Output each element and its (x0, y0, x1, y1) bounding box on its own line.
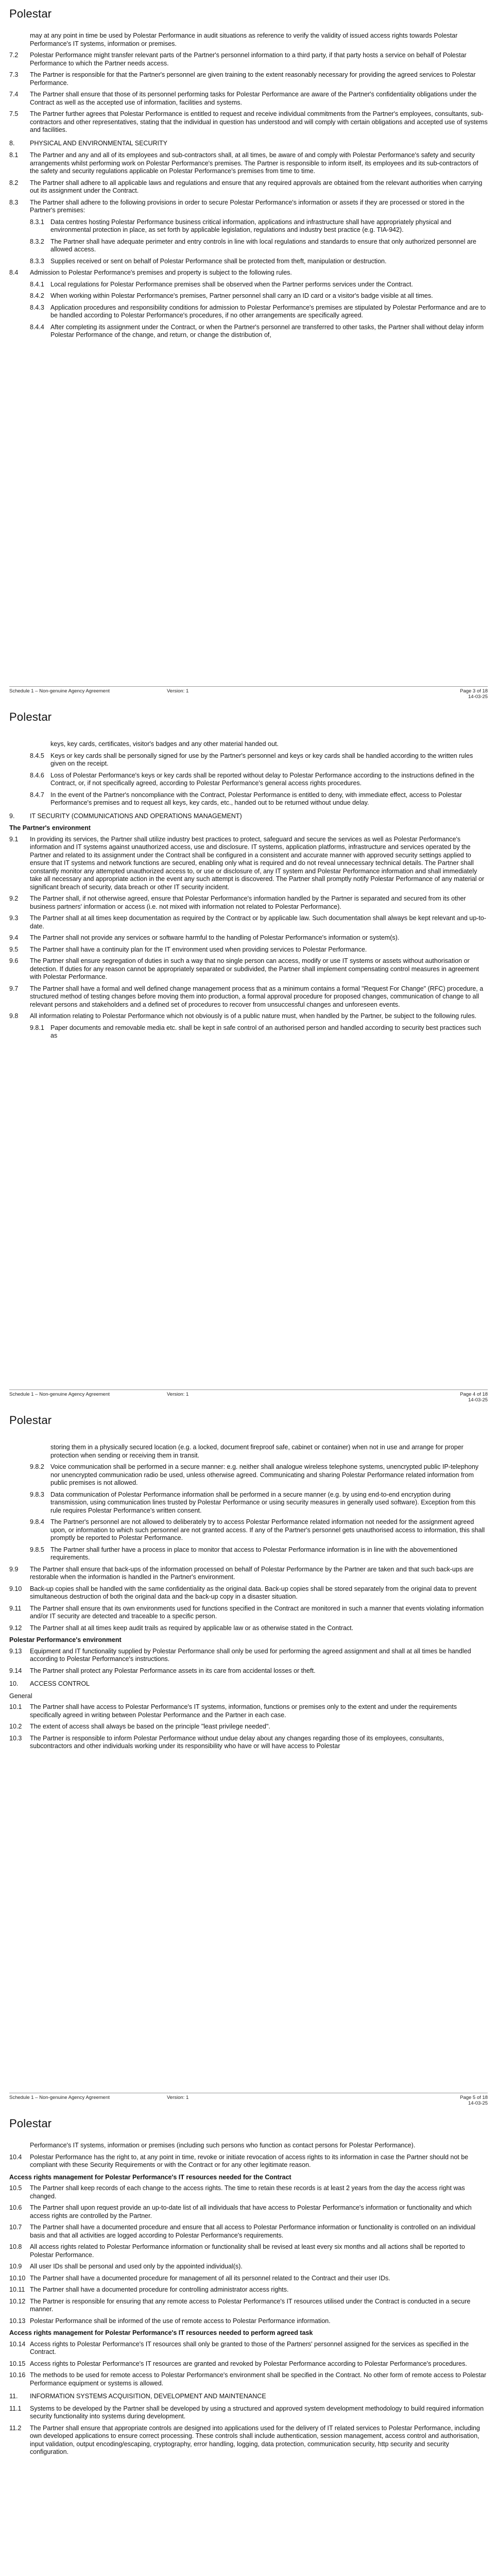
polestar-logo: Polestar (9, 710, 52, 723)
clause (9, 946, 488, 954)
clause-text: The Partner shall have a documented procedure for management of all its personnel related to the Contract and their user IDs. (30, 2274, 390, 2282)
sub-clause-number: 8.4.3 (30, 303, 44, 311)
clause-number: 10.5 (9, 2184, 22, 2192)
clause (9, 1605, 488, 1621)
page-footer (9, 1389, 488, 1401)
polestar-logo: Polestar (9, 2117, 52, 2130)
sub-clause (30, 218, 488, 234)
sub-clause-text: The Partner's personnel are not allowed to deliberately try to access Polestar Performance related information not needed for the assignment agreed upon, or information to which such personnel are not granted access. If any of the Partner's personnel gets unauthorised access to information, this shall promptly be reported to Polestar Performance. (50, 1518, 485, 1541)
subsection-label: General (9, 1692, 32, 1700)
clause-number: 11.1 (9, 2404, 22, 2412)
sub-clause-text: Data centres hosting Polestar Performance business critical information, applications and infrastructure shall have appropriately physical and environmental protection in place, as set forth by applicable legislation, regulations and industry best practice (e.g. TIA-942). (50, 218, 452, 233)
sub-clause (30, 1463, 488, 1487)
clause-text: All information relating to Polestar Performance which not obviously is of a public nature must, when handled by the Partner, be subject to the following rules. (30, 1012, 477, 1020)
clause-text: The Partner shall upon request provide an up-to-date list of all individuals that have access to Polestar Performance's information or functionality and which access rights are controlled by the Partner. (30, 2204, 472, 2219)
sub-clause (30, 1491, 488, 1515)
footer-date: 14-03-25 (468, 1397, 488, 1403)
clause-text: The Partner shall at all times keep documentation as required by the Contract or by applicable law. Such documentation shall always be kept relevant and up-to-date. (30, 914, 486, 930)
clause-text: Access rights to Polestar Performance's IT resources shall only be granted to those of the Partners' personnel assigned for the services as specified in the Contract. (30, 2340, 469, 2355)
sub-clause-text: Keys or key cards shall be personally signed for use by the Partner's personnel and keys or key cards shall be handled according to the written rules given on the receipt. (50, 752, 473, 767)
sub-clause-text: Paper documents and removable media etc. shall be kept in safe control of an authorised person and handled according to security best practices such as (50, 1024, 481, 1039)
clause-number: 9.2 (9, 895, 19, 902)
page-content (9, 32, 488, 343)
sub-clause-number: 8.3.1 (30, 218, 44, 226)
clause-number: 7.5 (9, 110, 19, 117)
clause-text: All user IDs shall be personal and used only by the appointed individual(s). (30, 2263, 243, 2270)
polestar-logo: Polestar (9, 1414, 52, 1427)
clause (9, 2263, 488, 2271)
clause-text: PHYSICAL AND ENVIRONMENTAL SECURITY (30, 139, 167, 147)
clause-text: The Partner shall protect any Polestar Performance assets in its care from accidental losses or theft. (30, 1667, 316, 1674)
clause-number: 8.1 (9, 151, 19, 159)
clause (9, 985, 488, 1009)
clause (9, 895, 488, 911)
clause-text: The Partner is responsible for ensuring that any remote access to Polestar Performance's IT resources utilised under the Contract is conducted in a secure manner. (30, 2297, 471, 2313)
section-heading (9, 1680, 488, 1688)
footer-page-label: Page 5 of 18 (460, 2095, 488, 2100)
sub-clause (30, 304, 488, 320)
subsection-heading: The Partner's environment (9, 824, 91, 832)
sub-clause (30, 1518, 488, 1543)
clause-text: The extent of access shall always be based on the principle "least privilege needed". (30, 1723, 270, 1730)
clause (9, 71, 488, 87)
clause (9, 110, 488, 134)
clause (9, 2286, 488, 2294)
clause-text: IT SECURITY (COMMUNICATIONS AND OPERATIONS MANAGEMENT) (30, 812, 242, 820)
sub-clause-text: After completing its assignment under the Contract, or when the Partner's personnel are transferred to other tasks, the Partner shall without delay inform Polestar Performance of the change, and return, or change the distribution of, (50, 323, 484, 338)
page-footer (9, 686, 488, 698)
clause (9, 52, 488, 67)
sub-clause-text: In the event of the Partner's noncompliance with the Contract, Polestar Performance is entitled to deny, with immediate effect, access to Polestar Performance's premises and to request all keys, key cards, etc., handed out to be returned without undue delay. (50, 791, 462, 806)
sub-clause-text: Voice communication shall be performed in a secure manner: e.g. neither shall analogue wireless telephone systems, unencrypted public IP-telephony nor unencrypted communication radio be used, unless otherwise agreed. Communicating and sharing Polestar Performance related information from public premises is not allowed. (50, 1463, 479, 1486)
clause-number: 10.16 (9, 2371, 26, 2379)
clause-text: The Partner shall have access to Polestar Performance's IT systems, information, functions or premises only to the extent and under the requirements specifically agreed in writing between Polestar Performance and the Partner in each case. (30, 1703, 457, 1719)
clause-text: The Partner shall ensure that those of its personnel performing tasks for Polestar Performance are aware of the Partner's confidentiality obligations under the Contract as well as the accepted use of information, facilities and systems. (30, 91, 477, 106)
footer-title: Schedule 1 – Non-genuine Agency Agreement (9, 1392, 110, 1397)
sub-clause-number: 9.8.2 (30, 1463, 44, 1470)
clause-number: 7.2 (9, 52, 19, 59)
clause (9, 1566, 488, 1582)
clause-number: 9.3 (9, 914, 19, 922)
polestar-logo: Polestar (9, 7, 52, 20)
sub-clause (30, 258, 488, 266)
clause-number: 10.9 (9, 2263, 22, 2270)
clause-text: The Partner shall have a documented procedure and ensure that all access to Polestar Performance information or functionality is controlled on an individual basis and that all activities are logged according to Polestar Performance's requirements. (30, 2224, 476, 2239)
section-heading (9, 2393, 488, 2401)
footer-version: Version: 1 (167, 688, 189, 694)
clause (9, 1723, 488, 1731)
sub-clause (30, 238, 488, 254)
clause-number: 7.3 (9, 71, 19, 78)
clause-text: Polestar Performance shall be informed of the use of remote access to Polestar Performance information. (30, 2317, 331, 2325)
sub-clause-text: Loss of Polestar Performance's keys or key cards shall be reported without delay to Polestar Performance according to the instructions defined in the Contract, or, if not specifically agreed, according to Polestar Performance's general access rights procedures. (50, 771, 474, 787)
clause-number: 9.10 (9, 1585, 22, 1592)
sub-clause-number: 8.4.5 (30, 752, 44, 759)
clause (9, 2154, 488, 2170)
page-content (9, 1444, 488, 1754)
clause (9, 2243, 488, 2259)
subsection-heading: Polestar Performance's environment (9, 1636, 122, 1643)
clause-number: 10.4 (9, 2153, 22, 2161)
clause-text: ACCESS CONTROL (30, 1680, 90, 1687)
sub-clause-number: 8.4.6 (30, 771, 44, 779)
clause-text: The Partner further agrees that Polestar Performance is entitled to request and receive individual commitments from the Partner's employees, consultants, sub-contractors and other representatives, stating that the individual in question has understood and will comply with certain obligations and accepted use of systems and facilities. (30, 110, 488, 133)
sub-clause-number: 9.8.5 (30, 1546, 44, 1553)
footer-date: 14-03-25 (468, 694, 488, 700)
sub-clause-text: When working within Polestar Performance's premises, Partner personnel shall carry an ID card or a visitor's badge visible at all times. (50, 292, 433, 299)
sub-clause-text: The Partner shall further have a process in place to monitor that access to Polestar Performance information is in line with the abovementioned requirements. (50, 1546, 457, 1561)
clause (9, 1703, 488, 1719)
clause-text: The methods to be used for remote access to Polestar Performance's environment shall be specified in the Contract. No other form of remote access to Polestar Performance equipment or systems is allowed. (30, 2371, 487, 2387)
clause-number: 9. (9, 812, 15, 820)
clause-number: 10.15 (9, 2360, 26, 2367)
clause-number: 10.10 (9, 2274, 26, 2282)
clause-text: Systems to be developed by the Partner shall be developed by using a structured and approved system development methodology to build required information security functionality into systems during development. (30, 2404, 484, 2420)
clause-number: 10.12 (9, 2297, 26, 2305)
footer-version: Version: 1 (167, 1392, 189, 1397)
clause-number: 9.4 (9, 934, 19, 941)
clause (9, 2360, 488, 2368)
clause (9, 1648, 488, 1664)
sub-clause-continuation: keys, key cards, certificates, visitor's badges and any other material handed out. (50, 740, 279, 748)
clause (9, 1667, 488, 1675)
document-page (0, 1406, 497, 2110)
clause-text: The Partner shall not provide any services or software harmful to the handling of Polestar Performance's information or system(s). (30, 934, 400, 941)
clause-text: In providing its services, the Partner shall utilize industry best practices to protect, safeguard and secure the services as well as Polestar Performance's information and IT systems against unauthorized access, use and disclosure. IT systems, application platforms, infrastructure and services operated by the Partner and related to its assignment under the Contract shall be configured in a consistent and accurate manner with approved security settings applied to ensure that IT systems and network functions are secured, enabling only what is required and do not reveal unnecessary technical details. The Partner shall constantly monitor any attempted unauthorized access to, or use or disclosure of, any IT system and Polestar Performance information and shall immediately take all necessary and appropriate action in the event any such attempt is discovered. The Partner shall promptly notify Polestar Performance of any material or significant breach of security, data breach or other IT security incident. (30, 835, 485, 891)
clause-number: 10.7 (9, 2224, 22, 2231)
footer-title: Schedule 1 – Non-genuine Agency Agreement (9, 2095, 110, 2100)
clause-number: 10.3 (9, 1734, 22, 1742)
sub-clause (30, 752, 488, 768)
sub-clause-continuation: storing them in a physically secured location (e.g. a locked, document fireproof safe, cabinet or container) when not in use and arrange for proper protection when sending or receiving them in transit. (50, 1444, 464, 1459)
clause-number: 9.7 (9, 985, 19, 992)
footer-date: 14-03-25 (468, 2100, 488, 2106)
sub-clause (30, 281, 488, 289)
clause-text: The Partner is responsible to inform Polestar Performance without undue delay about any changes regarding those of its employees, consultants, subcontractors and other individuals working under its responsibility who have or will have access to Polestar (30, 1734, 444, 1750)
footer-page-label: Page 3 of 18 (460, 688, 488, 694)
clause-number: 11. (9, 2393, 18, 2400)
clause-number: 10.11 (9, 2286, 25, 2293)
document-page (0, 703, 497, 1406)
footer-version: Version: 1 (167, 2095, 189, 2100)
clause-number: 9.14 (9, 1667, 22, 1674)
clause (9, 91, 488, 107)
clause-number: 9.11 (9, 1604, 22, 1612)
clause-text: The Partner and any and all of its employees and sub-contractors shall, at all times, be aware of and comply with Polestar Performance's safety and security arrangements whilst performing work on Polestar Performance's premises. The Partner is responsible to inform itself, its employees and its sub-contractors of the safety and security regulations applicable on Polestar Performance's premises from time to time. (30, 151, 478, 175)
clause (9, 2224, 488, 2240)
clause (9, 2341, 488, 2357)
sub-clause (30, 292, 488, 300)
clause-number: 9.12 (9, 1624, 22, 1632)
clause-number: 9.5 (9, 945, 19, 953)
clause (9, 2425, 488, 2456)
clause-text: All access rights related to Polestar Performance information or functionality shall be revised at least every six months and all actions shall be reported to Polestar Performance. (30, 2243, 465, 2259)
sub-clause-number: 8.4.1 (30, 280, 44, 288)
page-footer (9, 2093, 488, 2105)
clause-number: 11.2 (9, 2424, 22, 2432)
footer-title: Schedule 1 – Non-genuine Agency Agreement (9, 688, 110, 694)
clause (9, 151, 488, 176)
footer-page-info (460, 688, 488, 700)
sub-clause-text: Application procedures and responsibility conditions for admission to Polestar Performance's premises are stipulated by Polestar Performance and are to be handled according to Polestar Performance's procedures, if no other arrangements are specifically agreed. (50, 303, 486, 319)
sub-clause-number: 8.4.2 (30, 292, 44, 299)
clause-text: The Partner shall, if not otherwise agreed, ensure that Polestar Performance's information handled by the Partner is separated and secured from its other business partners' information or access (i.e. not mixed with information not related to Polestar Performance). (30, 895, 466, 910)
clause (9, 836, 488, 892)
clause (9, 914, 488, 930)
clause-number: 9.1 (9, 835, 19, 843)
clause-text: The Partner shall adhere to all applicable laws and regulations and ensure that any required approvals are obtained from the relevant authorities when carrying out its assignment under the Contract. (30, 179, 483, 194)
clause-text: Polestar Performance might transfer relevant parts of the Partner's personnel information to a third party, if that party hosts a service on behalf of Polestar Performance to which the Partner needs access. (30, 52, 467, 67)
clause (9, 179, 488, 195)
footer-page-info (460, 1392, 488, 1403)
sub-clause-number: 8.3.3 (30, 257, 44, 265)
clause-number: 10.14 (9, 2340, 26, 2348)
sub-clause (30, 324, 488, 340)
clause-number: 9.9 (9, 1565, 19, 1573)
clause-number: 9.13 (9, 1647, 22, 1655)
sub-clause (30, 791, 488, 807)
clause (9, 2405, 488, 2421)
clause (9, 2371, 488, 2387)
clause-text: Back-up copies shall be handled with the same confidentiality as the original data. Back-up copies shall be stored separately from the original data to prevent simultaneous destruction of both the original data and the back-up copy in a disaster situation. (30, 1585, 477, 1600)
clause-number: 10.6 (9, 2204, 22, 2211)
clause (9, 1012, 488, 1021)
clause (9, 1735, 488, 1751)
sub-clause-text: The Partner shall have adequate perimeter and entry controls in line with local regulations and standards to ensure that only authorized personnel are allowed access. (50, 238, 476, 253)
sub-clause-number: 8.3.2 (30, 238, 44, 245)
sub-clause-text: Local regulations for Polestar Performance premises shall be observed when the Partner performs services under the Contract. (50, 280, 413, 288)
section-heading (9, 140, 488, 148)
clause-number: 8.2 (9, 179, 19, 187)
clause-text: The Partner shall have a continuity plan for the IT environment used when providing services to Polestar Performance. (30, 945, 367, 953)
clause-text: Access rights to Polestar Performance's IT resources are granted and revoked by Polestar Performance according to Polestar Performance's procedures. (30, 2360, 467, 2367)
sub-clause-number: 8.4.7 (30, 791, 44, 799)
clause (9, 2184, 488, 2200)
sub-clause-number: 9.8.1 (30, 1024, 44, 1031)
clause-number: 8.3 (9, 198, 19, 206)
clause (9, 934, 488, 942)
clause (9, 2204, 488, 2220)
clause-text: The Partner shall have a documented procedure for controlling administrator access rights. (30, 2286, 289, 2293)
clause-number: 8. (9, 139, 15, 147)
clause (9, 269, 488, 277)
subsection-heading: Access rights management for Polestar Performance's IT resources needed for the Contract (9, 2173, 292, 2181)
clause-number: 10.1 (9, 1703, 22, 1710)
clause-number: 10.13 (9, 2317, 26, 2325)
footer-page-info (460, 2095, 488, 2106)
clause (9, 1585, 488, 1601)
clause-text: The Partner shall ensure that appropriate controls are designed into applications used for the delivery of IT related services to Polestar Performance, including own developed applications to ensure correct processing. These controls shall include authentication, session management, access control and authorisation, input validation, output encoding/escaping, cryptography, error handling, logging, data protection, communication security, http security and security configuration. (30, 2424, 480, 2455)
section-heading (9, 812, 488, 821)
clause (9, 1624, 488, 1633)
sub-clause (30, 1024, 488, 1040)
page-content (9, 2142, 488, 2460)
footer-page-label: Page 4 of 18 (460, 1392, 488, 1397)
clause (9, 957, 488, 981)
clause-number: 8.4 (9, 269, 19, 276)
clause (9, 199, 488, 215)
sub-clause-text: Supplies received or sent on behalf of Polestar Performance shall be protected from theft, manipulation or destruction. (50, 257, 387, 265)
clause-text: The Partner shall ensure that its own environments used for functions specified in the Contract are monitored in such a manner that events violating information and/or IT security are detected and traceable to a specific person. (30, 1604, 484, 1620)
clause-continuation: may at any point in time be used by Polestar Performance in audit situations as reference to verify the validity of issued access rights towards Polestar Performance's IT systems, information or premises. (30, 32, 458, 47)
clause-number: 7.4 (9, 91, 19, 98)
clause-text: The Partner shall ensure segregation of duties in such a way that no single person can access, modify or use IT systems or assets without authorisation or detection. If duties for any reason cannot be appropriately separated or subdivided, the Partner shall implement compensating control measures in agreement with Polestar Performance. (30, 957, 479, 980)
clause-text: Polestar Performance has the right to, at any point in time, revoke or initiate revocation of access rights to its information in case the Partner should not be compliant with these Security Requirements or with the Contract or for any other legitimate reason. (30, 2153, 469, 2168)
clause-number: 10. (9, 1680, 19, 1687)
sub-clause (30, 772, 488, 788)
document-page (0, 0, 497, 703)
page-content (9, 740, 488, 1044)
sub-clause-text: Data communication of Polestar Performance information shall be performed in a secure manner (e.g. by using end-to-end encryption during transmission, using communication lines trusted by Polestar Performance or using security measures in generally used software). Exception from this rule requires Polestar Performance's written consent. (50, 1490, 476, 1514)
sub-clause-number: 9.8.3 (30, 1490, 44, 1498)
clause (9, 2275, 488, 2283)
clause-text: INFORMATION SYSTEMS ACQUISITION, DEVELOPMENT AND MAINTENANCE (30, 2393, 266, 2400)
sub-clause-number: 9.8.4 (30, 1518, 44, 1526)
clause-text: The Partner shall keep records of each change to the access rights. The time to retain these records is at least 2 years from the day the access right was changed. (30, 2184, 465, 2200)
clause-number: 10.2 (9, 1723, 22, 1730)
clause-number: 9.8 (9, 1012, 19, 1020)
clause-text: The Partner is responsible for that the Partner's personnel are given training to the extent reasonably necessary for providing the agreed services to Polestar Performance. (30, 71, 476, 87)
document-page (0, 2110, 497, 2576)
sub-clause-number: 8.4.4 (30, 323, 44, 331)
clause-number: 9.6 (9, 957, 19, 964)
clause-text: Equipment and IT functionality supplied by Polestar Performance shall only be used for performing the agreed assignment and shall at all times be handled according to Polestar Performance's instructions. (30, 1647, 471, 1663)
clause-text: Admission to Polestar Performance's premises and property is subject to the following rules. (30, 269, 292, 276)
clause-text: The Partner shall at all times keep audit trails as required by applicable law or as otherwise stated in the Contract. (30, 1624, 354, 1632)
clause-text: The Partner shall have a formal and well defined change management process that as a minimum contains a formal "Request For Change" (RFC) procedure, a structured method of testing changes before moving them into production, a formal approval procedure for proposed changes, communication of change to all relevant persons and stakeholders and a defined set of procedures to recover from unsuccessful changes and unforeseen events. (30, 985, 484, 1008)
clause-continuation: Performance's IT systems, information or premises (including such persons who function as contact persons for Polestar Performance). (30, 2142, 416, 2149)
sub-clause (30, 1546, 488, 1562)
clause-text: The Partner shall ensure that back-ups of the information processed on behalf of Polestar Performance by the Partner are taken and that such back-ups are restorable when the information is handled in the Partner's environment. (30, 1565, 474, 1581)
clause (9, 2298, 488, 2314)
clause-number: 10.8 (9, 2243, 22, 2250)
clause-text: The Partner shall adhere to the following provisions in order to secure Polestar Performance's information or assets if they are processed or stored in the Partner's premises: (30, 198, 465, 214)
clause (9, 2317, 488, 2326)
subsection-heading: Access rights management for Polestar Performance's IT resources needed to perform agreed task (9, 2329, 313, 2336)
